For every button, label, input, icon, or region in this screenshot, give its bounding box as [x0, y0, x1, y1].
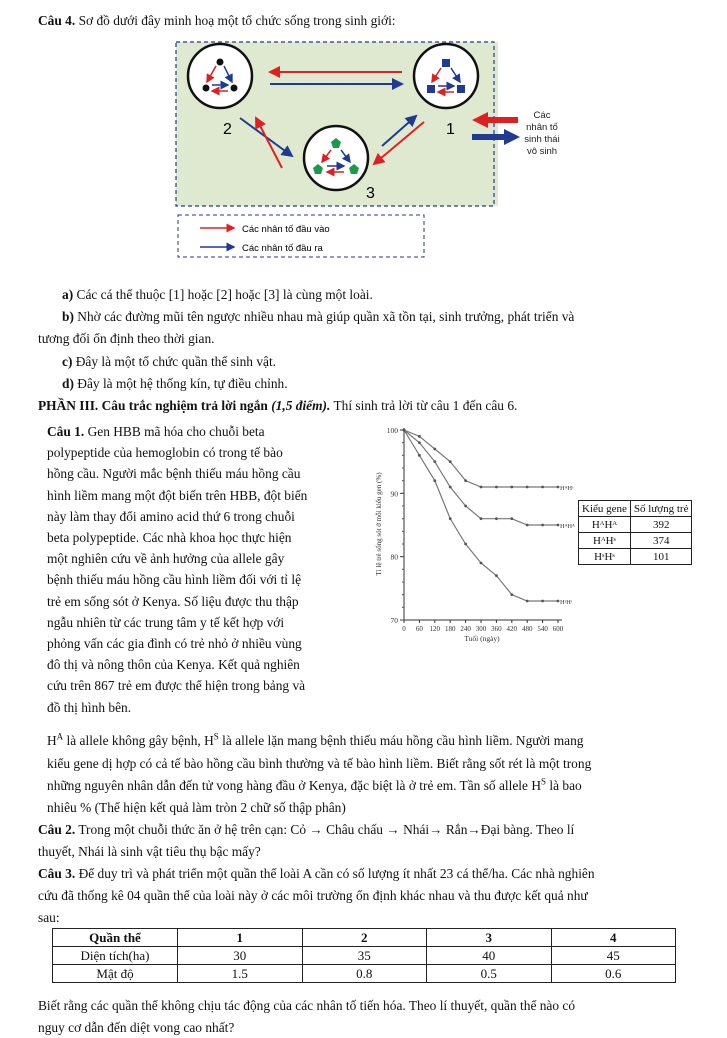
count-cell: 101 — [630, 549, 692, 565]
data-point — [541, 486, 544, 489]
node-3-circle — [304, 126, 368, 190]
table-row — [579, 549, 692, 565]
data-point — [495, 574, 498, 577]
ecosystem-diagram — [170, 38, 570, 268]
q3-label: Câu 3. — [38, 866, 76, 881]
q4-option-c — [62, 354, 276, 370]
genotype-table — [578, 500, 692, 565]
population-table — [52, 928, 676, 983]
data-point — [418, 435, 421, 438]
genotype-header: Kiểu gene — [579, 501, 631, 517]
data-point — [510, 486, 513, 489]
q1-p2-line2: kiểu gene dị hợp có cả tế bào hồng cầu bình thường và tế bào hình liềm. Biết rằng sốt rét là một trong — [47, 756, 592, 771]
data-point — [449, 517, 452, 520]
q1-line: một nghiên cứu về ảnh hưởng của allele gây — [47, 551, 285, 567]
data-point — [526, 524, 529, 527]
q1-label: Câu 1. — [47, 424, 85, 439]
table-cell: 45 — [551, 947, 676, 965]
x-tick-label: 420 — [506, 625, 518, 633]
data-point — [495, 517, 498, 520]
table-row — [53, 965, 676, 983]
data-point — [480, 517, 483, 520]
table-cell: 40 — [427, 947, 552, 965]
chart-ylabel: Tỉ lệ trẻ sống sót ở mỗi kiểu gen (%) — [375, 472, 383, 576]
count-cell: 374 — [630, 533, 692, 549]
genotype-cell: HˢHˢ — [579, 549, 631, 565]
data-point — [541, 524, 544, 527]
genotype-cell: HᴬHˢ — [579, 533, 631, 549]
q1-p2-line3b: là bao — [549, 778, 582, 793]
side-label-2: nhân tố — [526, 122, 558, 133]
data-point — [464, 505, 467, 508]
q1-line: Gen HBB mã hóa cho chuỗi beta — [87, 424, 265, 439]
table-cell: 3 — [427, 929, 552, 947]
data-point — [557, 486, 560, 489]
series-label: HˢHˢ — [560, 599, 573, 606]
table-cell: 1.5 — [178, 965, 303, 983]
data-point — [464, 479, 467, 482]
part3-heading — [38, 398, 517, 414]
q4-c-label: c) — [62, 354, 73, 369]
x-tick-label: 360 — [491, 625, 502, 633]
q1-line: đồ thị hình bên. — [47, 699, 132, 715]
q1-line: polypeptide của hemoglobin có trong tế bào — [47, 445, 283, 461]
q1-line: phỏng vấn các gia đình có trẻ nhỏ ở nhiều vùng — [47, 636, 302, 652]
node-2-circle — [188, 44, 252, 108]
data-point — [557, 600, 560, 603]
table-row — [53, 947, 676, 965]
q4-b-text2: tương đối ổn định theo thời gian. — [38, 331, 215, 346]
q3-after2: nguy cơ dẫn đến diệt vong cao nhất? — [38, 1020, 235, 1035]
data-point — [418, 454, 421, 457]
x-tick-label: 240 — [460, 625, 471, 633]
q1-line: cứu trên 867 trẻ em được thể hiện trong bảng và — [47, 678, 306, 694]
series-label: HᴬHˢ — [560, 485, 574, 492]
q3-after1: Biết rằng các quần thể không chịu tác động của các nhân tố tiến hóa. Theo lí thuyết, quần thể nào có — [38, 998, 576, 1013]
data-point — [526, 486, 529, 489]
q2-label: Câu 2. — [38, 822, 76, 837]
q4-option-d — [62, 376, 288, 392]
q4-c-text: Đây là một tổ chức quần thể sinh vật. — [75, 354, 277, 369]
q1-p2-line4: nhiêu % (Thể hiện kết quả làm tròn 2 chữ số thập phân) — [47, 800, 346, 815]
table-cell: 2 — [302, 929, 427, 947]
x-tick-label: 0 — [402, 625, 406, 633]
q1-p2-line3a: những nguyên nhân dẫn đến tử vong hàng đầu ở Kenya, đặc biệt là ở trẻ em. Tần số allele H — [47, 778, 541, 793]
q1-line: này làm thay đổi amino acid thứ 6 trong chuỗi — [47, 508, 295, 524]
q1-line: hồng cầu. Người mắc bệnh thiếu máu hồng cầu — [47, 466, 301, 482]
q4-b-label: b) — [62, 309, 74, 324]
q1-line: bệnh thiếu máu hồng cầu hình liềm đối với tỉ lệ — [47, 572, 302, 588]
data-point — [557, 524, 560, 527]
genotype-cell: HᴬHᴬ — [579, 517, 631, 533]
row-label: Diện tích(ha) — [53, 947, 178, 965]
side-label-3: sinh thái — [524, 134, 560, 145]
data-point — [495, 486, 498, 489]
count-header: Số lượng trẻ — [630, 501, 692, 517]
q4-text: Sơ đồ dưới đây minh hoạ một tổ chức sống trong sinh giới: — [78, 13, 396, 28]
part3-rest: Thí sinh trả lời từ câu 1 đến câu 6. — [333, 398, 518, 413]
row-label: Quần thể — [53, 929, 178, 947]
q1-p2-b: là allele không gây bệnh, H — [66, 733, 214, 748]
data-point — [433, 460, 436, 463]
q1-line: beta polypeptide. Các nhà khoa học thực hiện — [47, 530, 292, 546]
x-tick-label: 300 — [475, 625, 487, 633]
series-line — [404, 430, 558, 601]
data-point — [433, 479, 436, 482]
q1-line: hình liềm mang một đột biến trên HBB, đột biến — [47, 487, 308, 503]
y-tick-label: 80 — [390, 552, 398, 562]
genotype-table-header — [579, 501, 692, 517]
q4-b-text1: Nhờ các đường mũi tên ngược nhiều nhau mà giúp quần xã tồn tại, sinh trưởng, phát triển và — [77, 309, 575, 324]
node-3-label: 3 — [366, 185, 375, 202]
sup-s: S — [541, 776, 547, 787]
table-row — [579, 517, 692, 533]
data-point — [449, 460, 452, 463]
node-1-label: 1 — [446, 121, 455, 138]
data-point — [510, 517, 513, 520]
side-label-4: vô sinh — [526, 146, 558, 157]
data-point — [510, 593, 513, 596]
y-tick-label: 90 — [390, 489, 398, 499]
table-cell: 0.6 — [551, 965, 676, 983]
q1-h-symbol: H — [47, 733, 57, 748]
data-point — [480, 562, 483, 565]
q4-option-a — [62, 287, 373, 303]
series-line — [404, 430, 558, 525]
q1-line: trẻ em sống sót ở Kenya. Số liệu được thu thập — [47, 593, 299, 609]
data-point — [526, 600, 529, 603]
row-label: Mật độ — [53, 965, 178, 983]
data-point — [418, 441, 421, 444]
q4-option-b — [62, 309, 574, 325]
q2-line2: thuyết, Nhái là sinh vật tiêu thụ bậc mấy? — [38, 844, 261, 859]
table-cell: 0.5 — [427, 965, 552, 983]
chart-axes — [404, 428, 562, 620]
y-tick-label: 70 — [390, 616, 398, 625]
q1-p2-line1 — [47, 733, 583, 749]
q1-paragraph — [47, 421, 363, 718]
x-tick-label: 600 — [552, 625, 564, 633]
part3-title: PHẦN III. Câu trắc nghiệm trả lời ngắn — [38, 398, 268, 413]
table-cell: 30 — [178, 947, 303, 965]
data-point — [541, 600, 544, 603]
q4-heading — [38, 13, 396, 29]
q3-text: Để duy trì và phát triển một quần thể loài A cần có số lượng ít nhất 23 cá thể/ha. Các nhà nghiên — [78, 866, 595, 881]
count-cell: 392 — [630, 517, 692, 533]
series-label: HᴬHᴬ — [560, 523, 575, 530]
q4-label: Câu 4. — [38, 13, 76, 28]
y-tick-label: 100 — [386, 426, 398, 435]
node-2-label: 2 — [223, 121, 232, 138]
survival-chart — [370, 420, 575, 652]
node-1-circle — [414, 44, 478, 108]
q3-line2: cứu đã thống kê 04 quần thể của loài này ở các môi trường ổn định khác nhau và thu được kết quả như — [38, 888, 588, 903]
series-line — [404, 430, 558, 487]
x-tick-label: 480 — [521, 625, 533, 633]
data-point — [433, 448, 436, 451]
table-cell: 35 — [302, 947, 427, 965]
q3-line1 — [38, 866, 595, 882]
sup-a: A — [56, 731, 64, 742]
data-point — [403, 429, 406, 432]
q1-line: đô thị và nông thôn của Kenya. Kết quả nghiên — [47, 657, 300, 673]
legend-output-label: Các nhân tố đầu ra — [242, 243, 323, 254]
chart-xlabel: Tuổi (ngày) — [464, 634, 500, 643]
table-cell: 1 — [178, 929, 303, 947]
q2-text: Trong một chuỗi thức ăn ở hệ trên cạn: Cỏ → Châu chấu → Nhái→ Rắn→Đại bàng. Theo lí — [78, 822, 575, 837]
q1-p2-line3 — [47, 778, 582, 794]
sup-s: S — [213, 731, 219, 742]
table-cell: 4 — [551, 929, 676, 947]
q4-a-label: a) — [62, 287, 74, 302]
legend-input-label: Các nhân tố đầu vào — [242, 224, 330, 235]
x-tick-label: 60 — [415, 625, 423, 633]
q2-line1 — [38, 822, 574, 838]
data-point — [464, 543, 467, 546]
q1-p2-c: là allele lặn mang bệnh thiếu máu hồng cầu hình liềm. Người mang — [222, 733, 584, 748]
x-tick-label: 180 — [444, 625, 456, 633]
table-row — [53, 929, 676, 947]
q1-line: ngẫu nhiên từ các trung tâm y tế kết hợp với — [47, 614, 285, 630]
side-label-1: Các — [533, 110, 551, 121]
table-cell: 0.8 — [302, 965, 427, 983]
data-point — [480, 486, 483, 489]
q4-a-text: Các cá thể thuộc [1] hoặc [2] hoặc [3] là cùng một loài. — [76, 287, 373, 302]
table-row — [579, 533, 692, 549]
q4-d-text: Đây là một hệ thống kín, tự điều chỉnh. — [77, 376, 288, 391]
part3-points: (1,5 điểm). — [271, 398, 331, 413]
q3-line3: sau: — [38, 910, 60, 925]
q4-d-label: d) — [62, 376, 74, 391]
x-tick-label: 120 — [429, 625, 441, 633]
x-tick-label: 540 — [537, 625, 548, 633]
data-point — [449, 486, 452, 489]
